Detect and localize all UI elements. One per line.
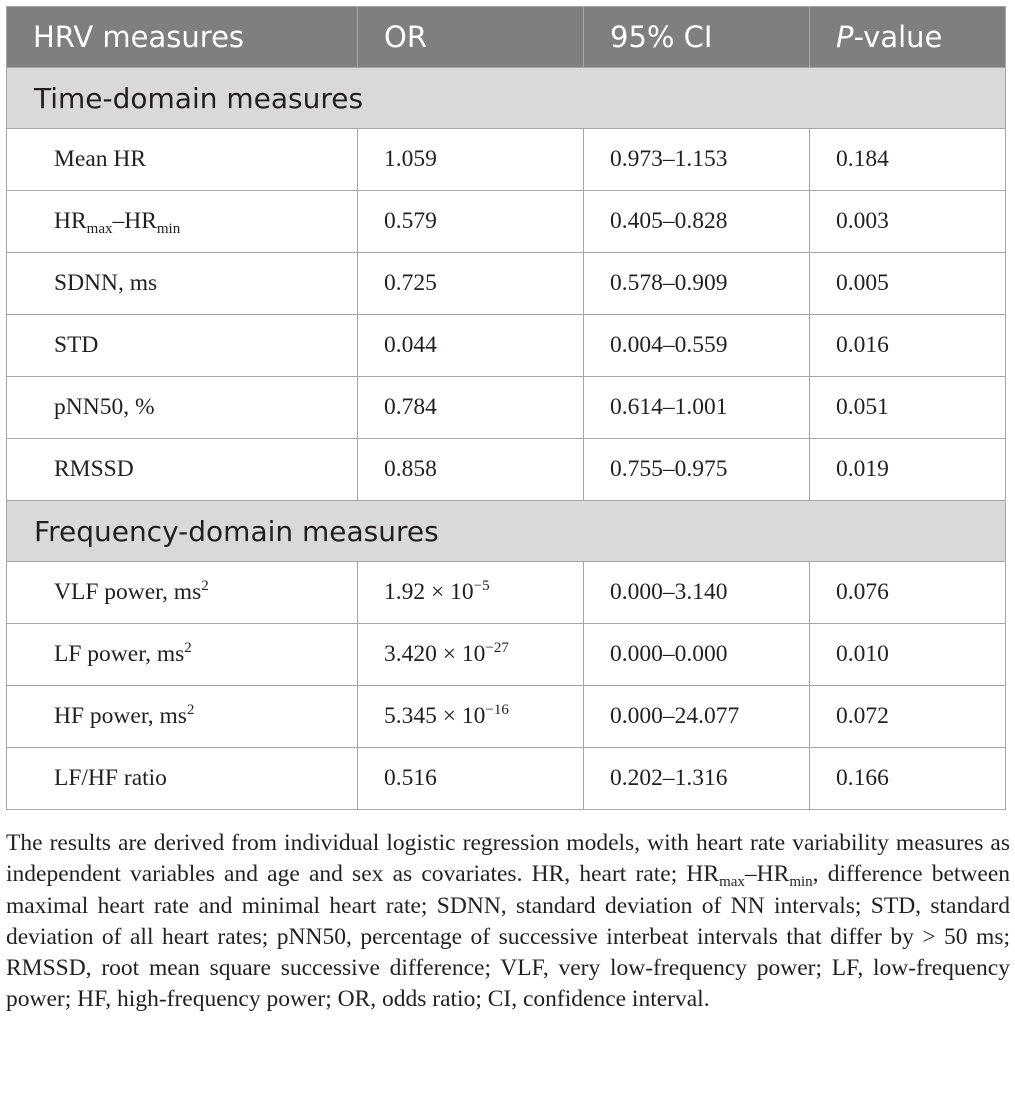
p-cell: 0.184: [810, 129, 1006, 191]
measure-sup: 2: [186, 702, 195, 718]
hrv-table: [6, 6, 1006, 810]
measure-cell: SDNN, ms: [7, 253, 358, 315]
ci-cell: 0.004–0.559: [584, 315, 810, 377]
table-row: [7, 191, 1006, 253]
or-cell: 0.579: [358, 191, 584, 253]
header-ci: 95% CI: [584, 7, 810, 68]
measure-cell: [7, 191, 358, 253]
table-row: [7, 686, 1006, 748]
ci-cell: 0.578–0.909: [584, 253, 810, 315]
or-base: 3.420 × 10: [384, 641, 486, 667]
or-cell: [358, 562, 584, 624]
footnote-text: –HR: [744, 861, 790, 888]
p-cell: 0.010: [810, 624, 1006, 686]
table-row: [7, 129, 1006, 191]
measure-cell: RMSSD: [7, 439, 358, 501]
measure-sub: min: [156, 221, 181, 237]
or-cell: 0.044: [358, 315, 584, 377]
header-or: OR: [358, 7, 584, 68]
p-cell: 0.072: [810, 686, 1006, 748]
p-cell: 0.166: [810, 748, 1006, 810]
table-row: [7, 377, 1006, 439]
or-cell: 0.725: [358, 253, 584, 315]
header-hrv-measures: HRV measures: [7, 7, 358, 68]
measure-cell: pNN50, %: [7, 377, 358, 439]
table-row: [7, 562, 1006, 624]
measure-base: VLF power, ms: [54, 579, 202, 605]
section-row-frequency: [7, 501, 1006, 562]
ci-cell: 0.000–0.000: [584, 624, 810, 686]
header-p-italic: P: [836, 20, 854, 54]
header-p-rest: -value: [853, 20, 943, 54]
table-row: [7, 624, 1006, 686]
table-row: [7, 748, 1006, 810]
or-cell: 1.059: [358, 129, 584, 191]
measure-base: HR: [54, 208, 87, 234]
footnote-text: , difference between maximal heart rate and minimal heart rate; SDNN, standard deviation of NN intervals; STD, standard deviation of all heart rates; pNN50, percentage of successive interbeat intervals that differ by > 50 ms; RMSSD, root mean square successive difference; VLF, very low-frequency power; LF, low-frequency power; HF, high-frequency power; OR, odds ratio; CI, confidence interval.: [6, 861, 1010, 1013]
header-row: [7, 7, 1006, 68]
ci-cell: 0.405–0.828: [584, 191, 810, 253]
measure-base: LF power, ms: [54, 641, 185, 667]
hrv-table-container: [6, 6, 1005, 810]
ci-cell: 0.000–24.077: [584, 686, 810, 748]
measure-sup: 2: [201, 578, 209, 594]
or-cell: 0.858: [358, 439, 584, 501]
or-base: 5.345 × 10: [384, 703, 486, 729]
measure-cell: STD: [7, 315, 358, 377]
footnote-sub: min: [789, 874, 813, 891]
measure-cell: LF/HF ratio: [7, 748, 358, 810]
or-cell: 0.784: [358, 377, 584, 439]
p-cell: 0.076: [810, 562, 1006, 624]
section-frequency-label: Frequency-domain measures: [7, 501, 1006, 562]
or-sup: −16: [485, 702, 509, 718]
or-cell: [358, 686, 584, 748]
table-row: [7, 439, 1006, 501]
ci-cell: 0.973–1.153: [584, 129, 810, 191]
or-cell: [358, 624, 584, 686]
footnote-sub: max: [719, 874, 745, 891]
or-base: 1.92 × 10: [384, 579, 474, 605]
table-footnote: [6, 828, 1010, 1016]
measure-dash: –: [112, 208, 125, 234]
ci-cell: 0.755–0.975: [584, 439, 810, 501]
p-cell: 0.005: [810, 253, 1006, 315]
section-time-label: Time-domain measures: [7, 68, 1006, 129]
p-cell: 0.051: [810, 377, 1006, 439]
or-cell: 0.516: [358, 748, 584, 810]
measure-cell: [7, 624, 358, 686]
p-cell: 0.019: [810, 439, 1006, 501]
measure-sub: max: [86, 221, 113, 237]
measure-cell: Mean HR: [7, 129, 358, 191]
measure-base: HR: [124, 208, 157, 234]
ci-cell: 0.000–3.140: [584, 562, 810, 624]
or-sup: −5: [473, 578, 490, 594]
measure-cell: [7, 562, 358, 624]
footnote-text: The results are derived from individual logistic regression models, with heart rate variability measures as independent variables and age and sex as covariates. HR, heart rate; HR: [6, 830, 1010, 888]
measure-base: HF power, ms: [54, 703, 187, 729]
header-p-value: [810, 7, 1006, 68]
or-sup: −27: [485, 640, 509, 656]
section-row-time: [7, 68, 1006, 129]
ci-cell: 0.202–1.316: [584, 748, 810, 810]
p-cell: 0.003: [810, 191, 1006, 253]
p-cell: 0.016: [810, 315, 1006, 377]
ci-cell: 0.614–1.001: [584, 377, 810, 439]
measure-cell: [7, 686, 358, 748]
table-row: [7, 315, 1006, 377]
measure-sup: 2: [184, 640, 192, 656]
table-row: [7, 253, 1006, 315]
